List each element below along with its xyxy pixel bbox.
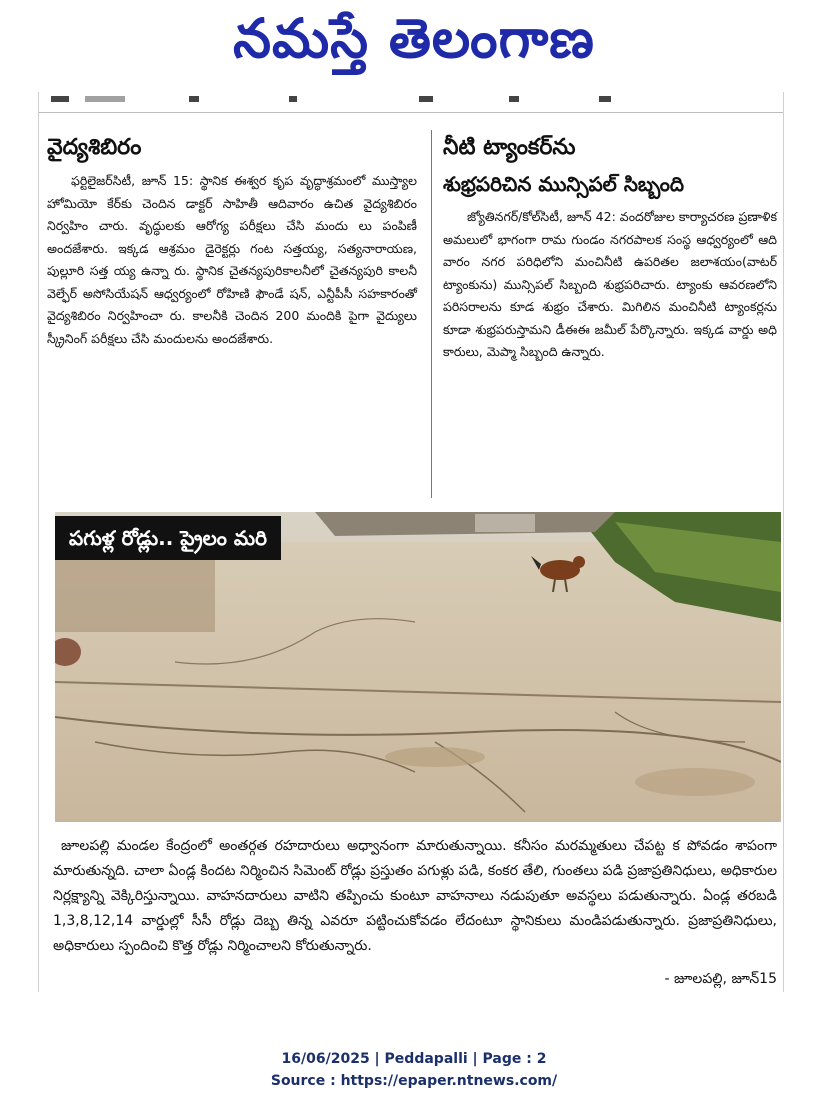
article-body: జ్యోతినగర్/కోల్‌సిటీ, జూన్ 42: వందరోజుల కార్యాచరణ ప్రణాళిక అమలులో భాగంగా రామ గుండం నగరపాలక సంస్థ ఆధ్వర్యంలో ఆది వారం నగర పరిధిలోని మంచినీటి ఉపరితల జలాశయం(వాటర్ ట్యాంకును) మున్సిపల్ సిబ్బంది శుభ్రపరిచారు. ట్యాంకు ఆవరణలోని పరిసరాలను కూడ శుభ్రం చేశారు. మిగిలిన మంచినీటి ట్యాంకర్లను కూడా శుభ్రపరుస్తామని డీఈఈ జమీల్ పేర్కొన్నారు. ఇక్కడ వార్డు అధి కారులు, మెప్మా సిబ్బంది ఉన్నారు. xyxy=(443,209,777,359)
footer-edition-info: 16/06/2025 | Peddapalli | Page : 2 xyxy=(281,1051,547,1067)
photo-caption: జూలపల్లి మండల కేంద్రంలో అంతర్గత రహదారులు అధ్వానంగా మారుతున్నాయి. కనీసం మరమ్మతులు చేపట్ట క పోవడం శాపంగా మారుతున్నది. చాలా ఏండ్ల కిందట నిర్మించిన సిమెంట్ రోడ్లు ప్రస్తుతం పగుళ్లు పడి, కంకర తేలి, గుంతలు పడి ప్రజాప్రతినిధులు, అధికారుల నిర్లక్ష్యాన్ని వెక్కిరిస్తున్నాయి. వాహనదారులు వాటిని తప్పించు కుంటూ వాహనాలు నడుపుతూ అవస్థలు పడుతున్నారు. ఏండ్ల తరబడి 1,3,8,12,14 వార్డుల్లో సీసీ రోడ్లు దెబ్బ తిన్న ఎవరూ పట్టించుకోవడం లేదంటూ స్థానికులు మండిపడుతున్నారు. ప్రజాప్రతినిధులు, అధికారులు స్పందించి కొత్త రోడ్లు నిర్మించాలని కోరుతున్నారు. xyxy=(53,838,777,954)
article-headline: వైద్యశిబిరం xyxy=(47,135,142,160)
column-divider xyxy=(431,130,432,498)
newspaper-clipping xyxy=(38,92,784,992)
footer-source-link[interactable]: Source : https://epaper.ntnews.com/ xyxy=(270,1073,558,1089)
photo-label: పగుళ్ల రోడ్లు.. ప్రైలం మరి xyxy=(55,516,281,560)
article-body: ఫర్టిలైజర్‌సిటీ, జూన్ 15: స్థానిక ఈశ్వర కృప వృద్ధాశ్రమంలో ముస్త్యాల హోమియో కేర్‌కు చెందిన డాక్టర్ సాహితీ ఆదివారం ఉచిత వైద్యశిబిరం నిర్వహిం చారు. వృద్ధులకు ఆరోగ్య పరీక్షలు చేసి మందు లు పంపిణీ అందజేశారు. ఇక్కడ ఆశ్రమం డైరెక్టర్లు గంట సత్తయ్య, సత్యనారాయణ, పుల్లూరి సత్త య్య ఉన్నా రు. స్థానిక చైతన్యపురికాలనీలో చైతన్యపురి కాలనీ వెల్ఫేర్ అసోసియేషన్ ఆధ్వర్యంలో రోహిణి ఫౌండే షన్, ఎన్టీపీసీ సహకారంతో వైద్యశిబిరం నిర్వహించా రు. కాలనీకి చెందిన 200 మందికి పైగా వైద్యులు స్క్రీనింగ్ పరీక్షలు చేసి మందులను అందజేశారు. xyxy=(47,173,417,346)
road-photo xyxy=(55,512,781,822)
page-footer xyxy=(0,1048,828,1092)
article-headline-line2: శుభ్రపరిచిన మున్సిపల్ సిబ్బంది xyxy=(443,172,684,196)
article-headline-line1: నీటి ట్యాంకర్‌ను xyxy=(443,135,576,160)
masthead xyxy=(0,0,828,80)
newspaper-logo: నమస్తే తెలంగాణ xyxy=(233,7,595,70)
article-medical-camp xyxy=(47,130,417,350)
article-water-tanker xyxy=(443,130,777,364)
clipped-top-text xyxy=(39,92,783,113)
caption-dateline: - జూలపల్లి, జూన్15 xyxy=(664,971,777,987)
